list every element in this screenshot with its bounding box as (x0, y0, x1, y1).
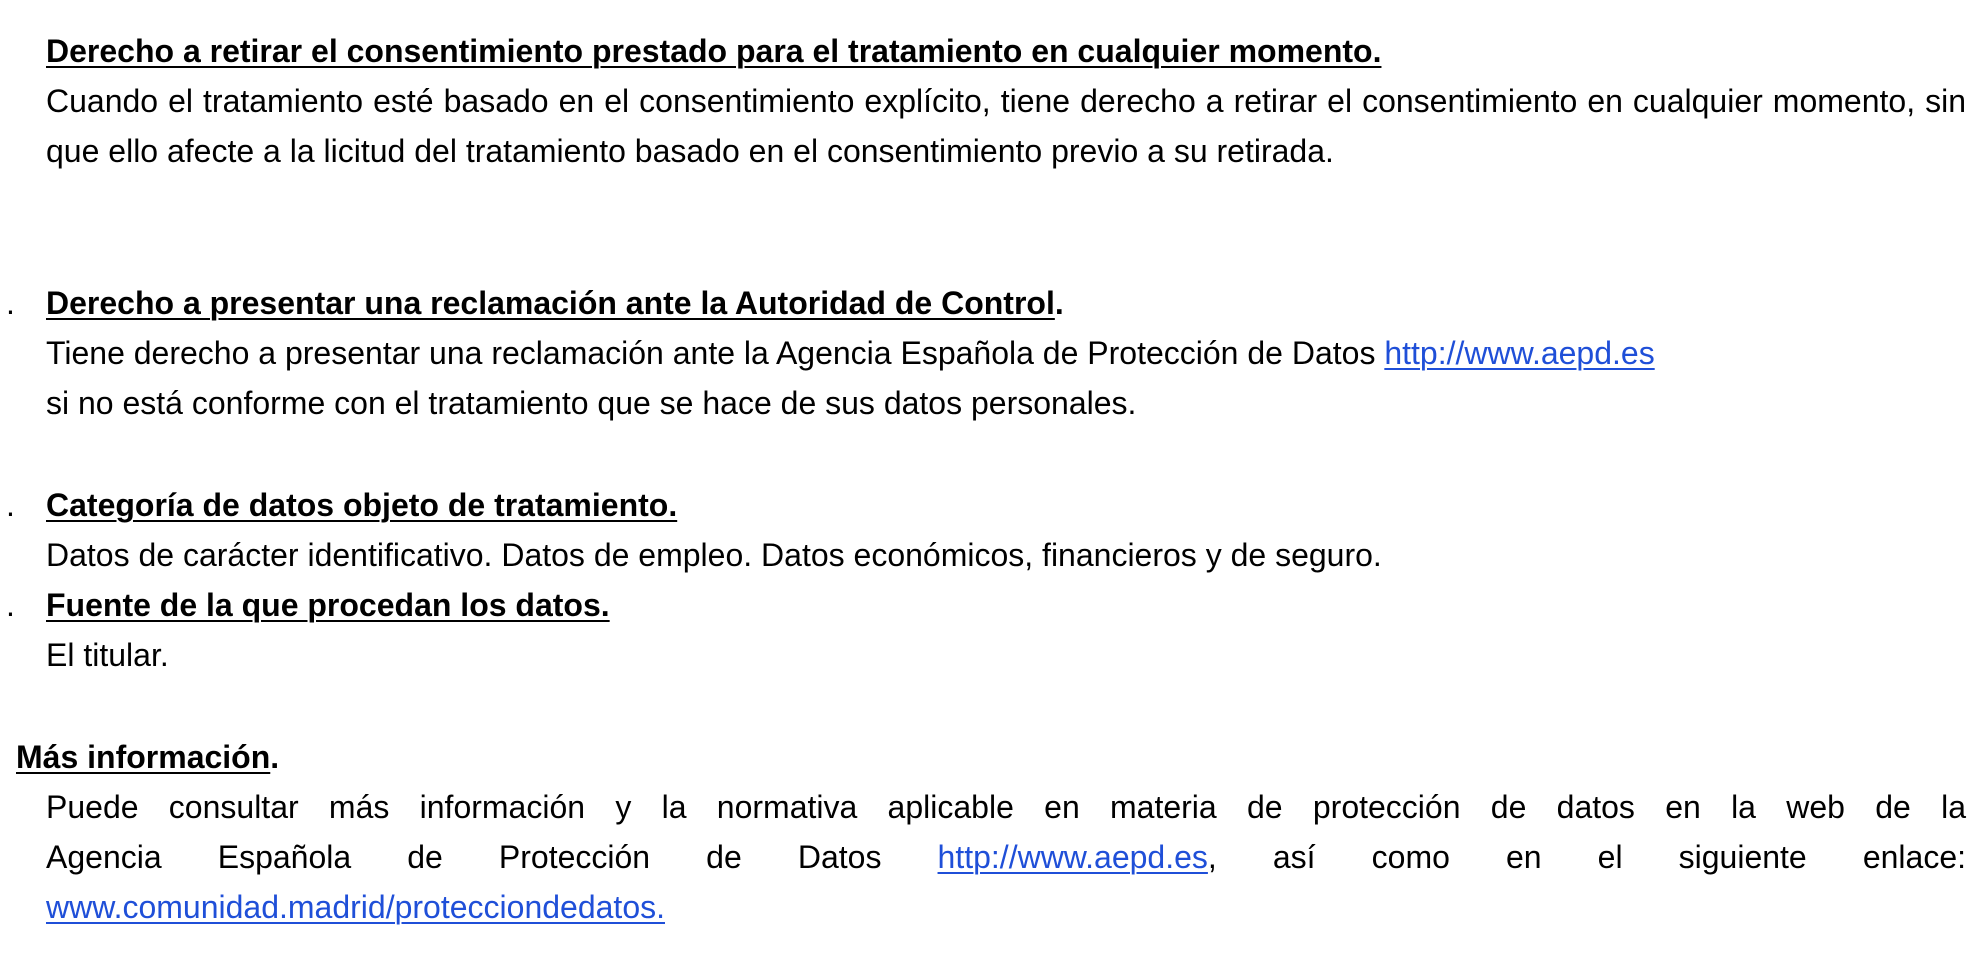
heading-text: Categoría de datos objeto de tratamiento. (46, 487, 678, 523)
aepd-link[interactable]: http://www.aepd.es (1384, 335, 1655, 371)
heading-text: Fuente de la que procedan los datos. (46, 587, 610, 623)
heading-text: Derecho a retirar el consentimiento prestado para el tratamiento en cualquier momento. (46, 33, 1382, 69)
heading-text: Derecho a presentar una reclamación ante la Autoridad de Control (46, 285, 1055, 321)
section-heading (46, 26, 1966, 76)
body-text-after-link: si no está conforme con el tratamiento que se hace de sus datos personales. (46, 385, 1137, 421)
heading-text: Más información (16, 739, 271, 775)
section-heading (46, 480, 1966, 530)
section-more-info (16, 732, 1966, 932)
bullet-marker: . (6, 487, 15, 523)
section-body-line-1: Puede consultar más información y la normativa aplicable en materia de protección de datos en la web de la (46, 789, 1966, 825)
section-heading (46, 278, 1966, 328)
section-body: El titular. (46, 637, 169, 673)
section-body: Datos de carácter identificativo. Datos de empleo. Datos económicos, financieros y de seguro. (46, 537, 1382, 573)
heading-suffix: . (270, 739, 280, 775)
heading-suffix: . (1054, 285, 1064, 321)
body-text-before-link: Tiene derecho a presentar una reclamación ante la Agencia Española de Protección de Datos (46, 335, 1385, 371)
section-body-line-3 (46, 882, 1966, 932)
body-text-after-link: , así como en el siguiente enlace: (1207, 839, 1967, 875)
section-complaint-authority (6, 278, 1966, 428)
bullet-marker: . (6, 285, 15, 321)
section-body: Cuando el tratamiento esté basado en el consentimiento explícito, tiene derecho a retirar el consentimiento en cualquier momento, sin que ello afecte a la licitud del tratamiento basado en el consentimiento previo a su retirada. (46, 83, 1966, 169)
section-withdraw-consent (46, 26, 1966, 176)
section-data-source (6, 580, 1966, 680)
section-data-category (6, 480, 1966, 580)
section-body-line-2 (46, 832, 1966, 882)
section-body (46, 328, 1966, 428)
aepd-link[interactable]: http://www.aepd.es (937, 839, 1208, 875)
section-heading (16, 732, 1966, 782)
section-heading (46, 580, 1966, 630)
comunidad-madrid-link[interactable]: www.comunidad.madrid/protecciondedatos. (46, 889, 665, 925)
body-text-before-link: Agencia Española de Protección de Datos (46, 839, 938, 875)
bullet-marker: . (6, 587, 15, 623)
